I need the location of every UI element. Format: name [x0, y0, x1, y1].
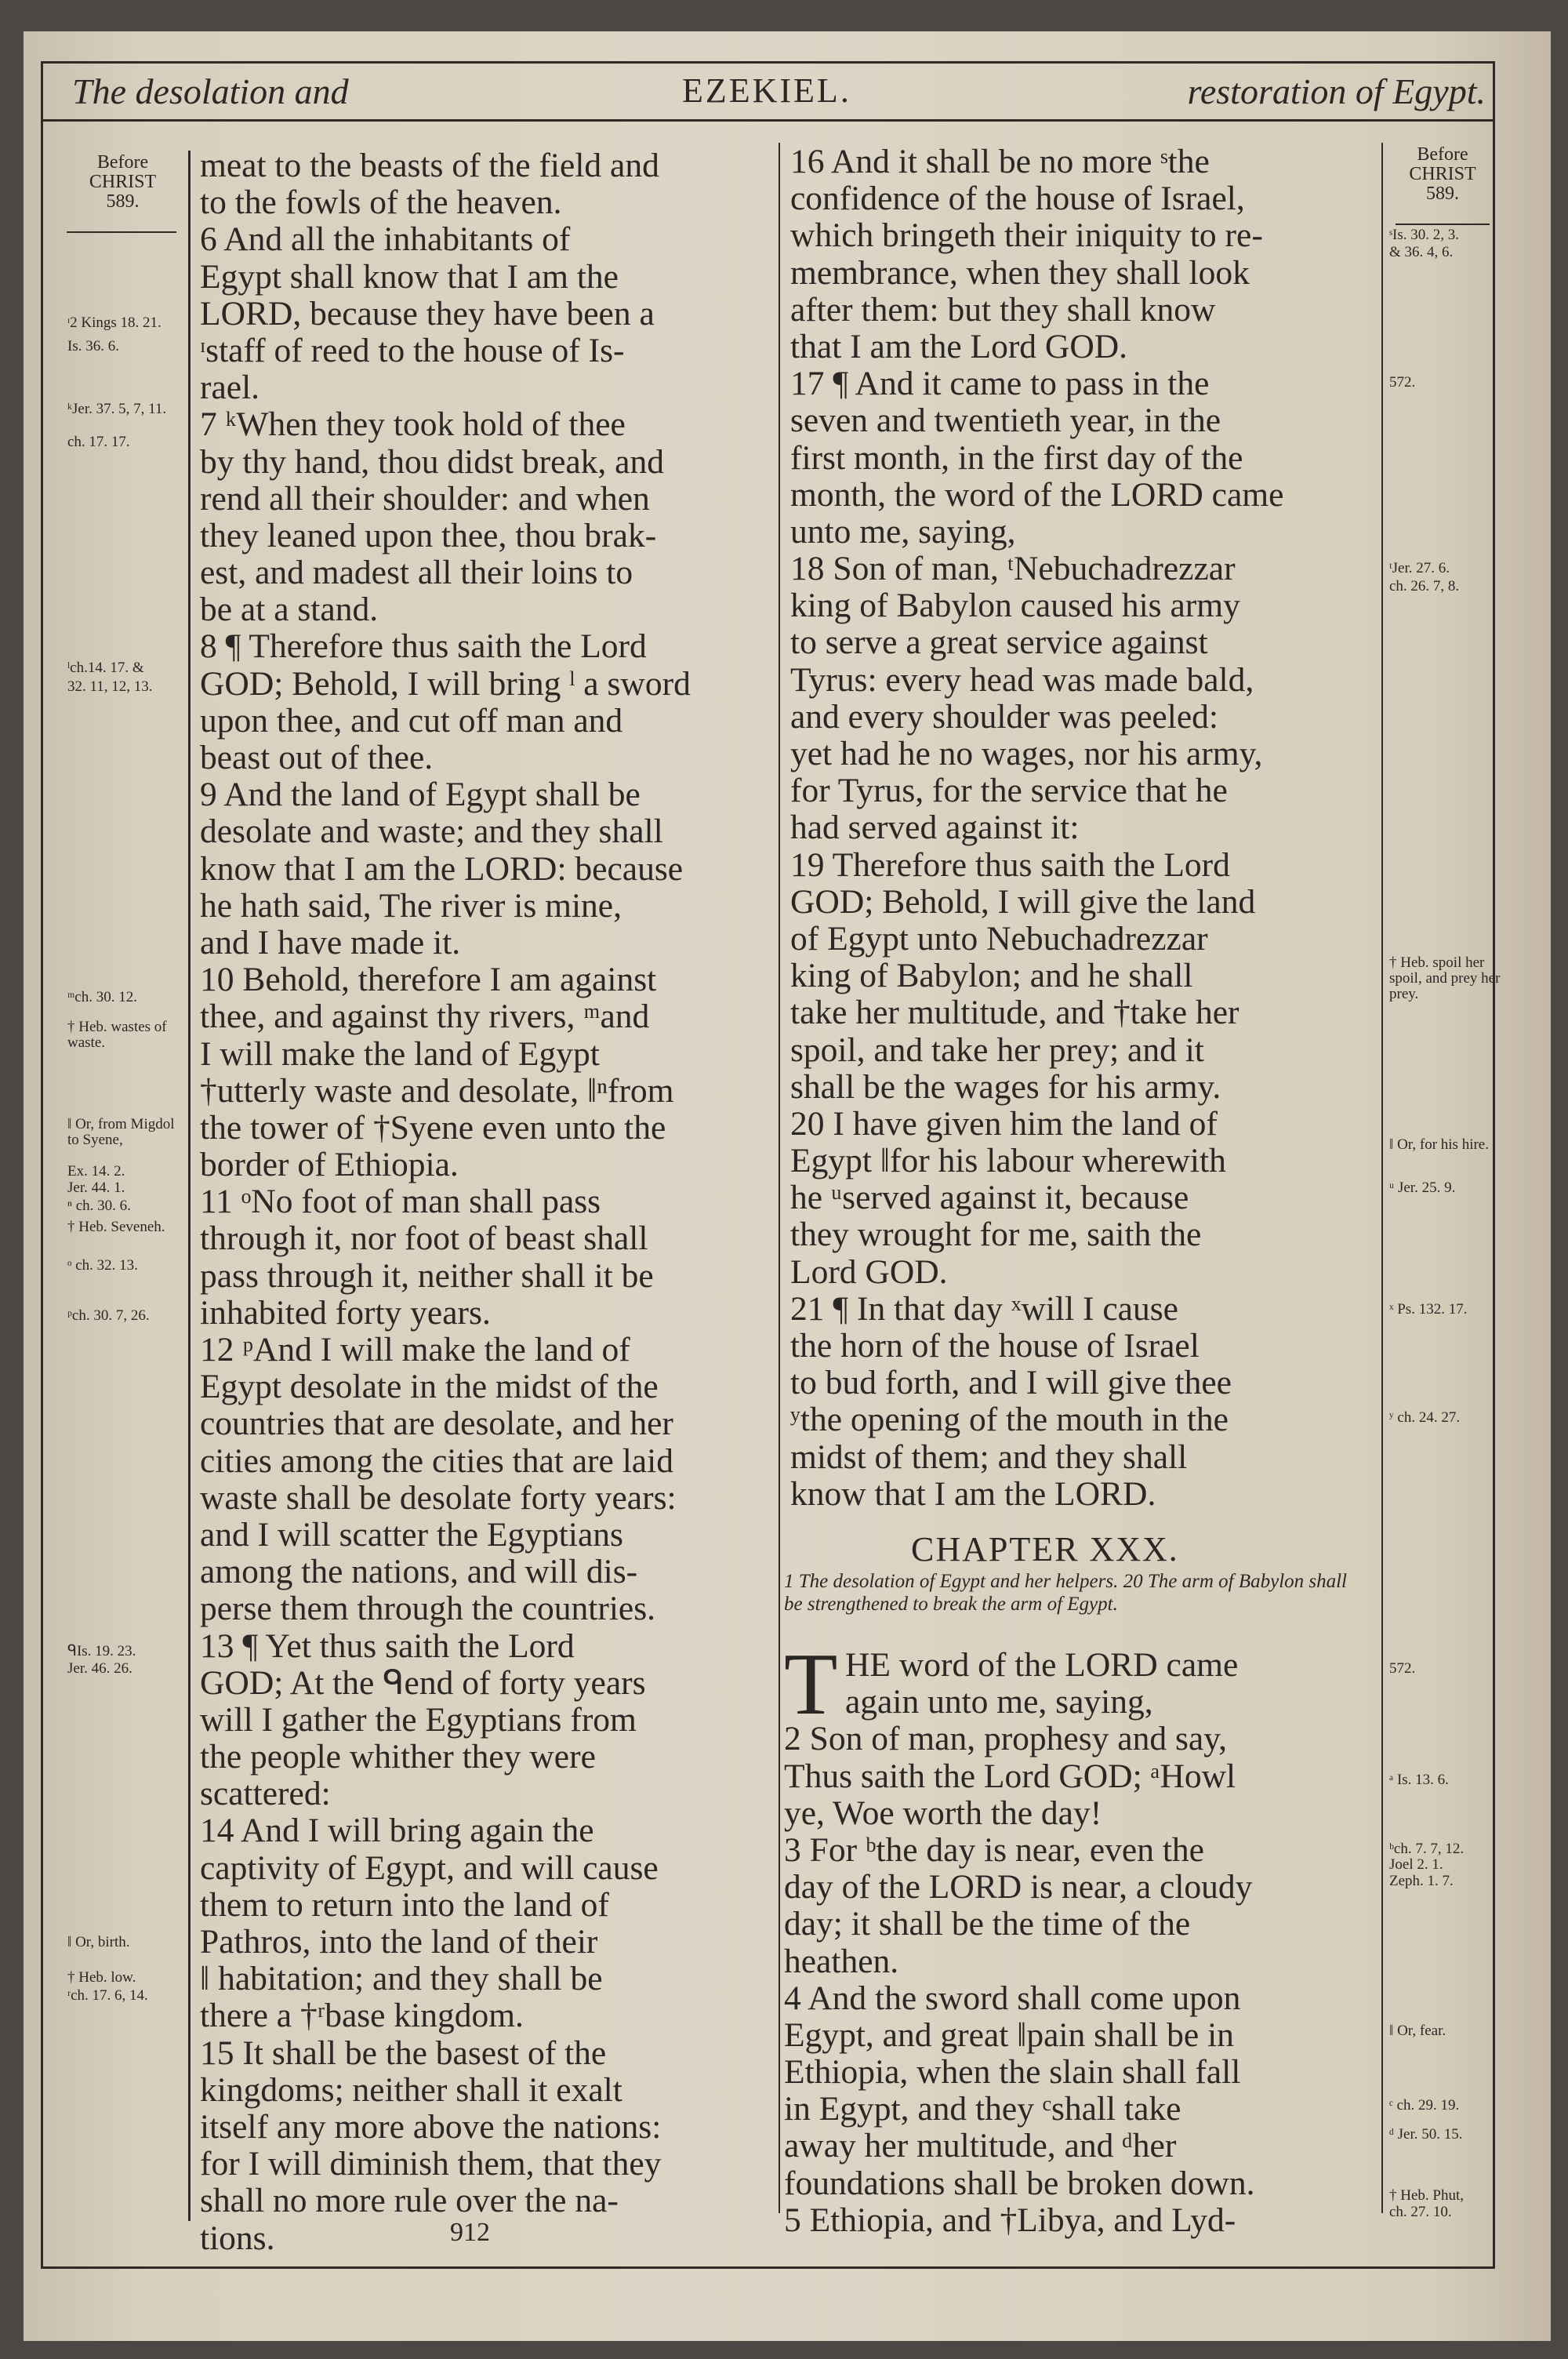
- text-line: Lord GOD.: [790, 1252, 948, 1291]
- text-line: by thy hand, thou didst break, and: [200, 442, 664, 481]
- text-line: that I am the Lord GOD.: [790, 327, 1128, 365]
- margin-note: ᶜ ch. 29. 19.: [1389, 2097, 1460, 2114]
- right-text-column-top: [790, 144, 1367, 1513]
- margin-note: ‖ Or, from Migdol to Syene,: [67, 1116, 175, 1148]
- text-line: itself any more above the nations:: [200, 2107, 662, 2146]
- margin-note: ˢIs. 30. 2, 3.: [1389, 227, 1460, 243]
- text-line: heathen.: [784, 1942, 899, 1980]
- margin-note: ch. 26. 7, 8.: [1389, 578, 1460, 594]
- text-line: midst of them; and they shall: [790, 1438, 1188, 1476]
- text-line: be at a stand.: [200, 591, 379, 629]
- text-line: king of Babylon; and he shall: [790, 957, 1193, 995]
- running-header: [47, 43, 1501, 111]
- text-line: GOD; Behold, I will give the land: [790, 882, 1256, 921]
- text-line: ʸthe opening of the mouth in the: [790, 1401, 1229, 1439]
- margin-note: & 36. 4, 6.: [1389, 244, 1454, 260]
- left-text-column: [200, 147, 764, 2257]
- text-line: 11 ᵒNo foot of man shall pass: [200, 1183, 601, 1221]
- text-line: 2 Son of man, prophesy and say,: [784, 1720, 1228, 1758]
- text-line: upon thee, and cut off man and: [200, 701, 623, 740]
- text-line: Egypt shall know that I am the: [200, 257, 619, 296]
- text-line: 12 ᵖAnd I will make the land of: [200, 1331, 630, 1369]
- text-line: 6 And all the inhabitants of: [200, 220, 571, 259]
- header-left: The desolation and: [72, 71, 349, 111]
- text-line: 3 For ᵇthe day is near, even the: [784, 1830, 1204, 1869]
- margin-note: ᑫIs. 19. 23.: [67, 1643, 136, 1659]
- text-line: Egypt ‖for his labour wherewith: [790, 1142, 1226, 1180]
- date-before: Before: [96, 152, 149, 173]
- text-line: away her multitude, and ᵈher: [784, 2127, 1177, 2165]
- text-line: Egypt, and great ‖pain shall be in: [784, 2016, 1234, 2054]
- right-date-rule: [1396, 224, 1490, 225]
- text-line: they leaned upon thee, thou brak-: [200, 516, 657, 554]
- date-before: Before: [1417, 144, 1468, 165]
- text-line: ᶦstaff of reed to the house of Is-: [200, 331, 625, 369]
- text-line: and I have made it.: [200, 923, 461, 961]
- header-rule: [41, 119, 1495, 122]
- text-line: beast out of thee.: [200, 739, 434, 776]
- text-line: meat to the beasts of the field and: [200, 147, 659, 184]
- text-line: know that I am the LORD.: [790, 1474, 1156, 1513]
- text-line: month, the word of the LORD came: [790, 475, 1284, 514]
- text-line: 14 And I will bring again the: [200, 1812, 594, 1850]
- date-christ: CHRIST: [1409, 164, 1476, 184]
- text-line: foundations shall be broken down.: [784, 2164, 1255, 2202]
- text-line: again unto me, saying,: [845, 1683, 1153, 1721]
- date-year: 589.: [1426, 184, 1459, 204]
- margin-note: ᵒ ch. 32. 13.: [67, 1257, 138, 1274]
- text-line: to bud forth, and I will give thee: [790, 1364, 1232, 1402]
- text-line: day of the LORD is near, a cloudy: [784, 1868, 1253, 1906]
- right-text-column-bottom: [784, 1636, 1360, 2239]
- text-line: king of Babylon caused his army: [790, 587, 1240, 625]
- margin-note: ᵃ Is. 13. 6.: [1389, 1772, 1449, 1788]
- margin-note: ᵇch. 7. 7, 12.: [1389, 1841, 1465, 1857]
- header-right: restoration of Egypt.: [1187, 71, 1486, 111]
- text-line: there a †ʳbase kingdom.: [200, 1997, 524, 2035]
- text-line: and every shoulder was peeled:: [790, 697, 1218, 736]
- margin-note: ᵏJer. 37. 5, 7, 11.: [67, 401, 167, 417]
- text-line: 8 ¶ Therefore thus saith the Lord: [200, 627, 647, 666]
- text-line: GOD; At the ᑫend of forty years: [200, 1663, 646, 1702]
- text-line: †utterly waste and desolate, ‖ⁿfrom: [200, 1071, 674, 1110]
- text-line: after them: but they shall know: [790, 290, 1216, 329]
- text-line: 16 And it shall be no more ˢthe: [790, 143, 1210, 180]
- margin-note: ᵈ Jer. 50. 15.: [1389, 2126, 1463, 2143]
- text-line: of Egypt unto Nebuchadrezzar: [790, 919, 1208, 958]
- text-line: cities among the cities that are laid: [200, 1441, 673, 1480]
- margin-note: ‖ Or, for his hire.: [1389, 1136, 1489, 1153]
- margin-note: ʳch. 17. 6, 14.: [67, 1987, 148, 2004]
- margin-note: Jer. 44. 1.: [67, 1180, 125, 1196]
- center-column-rule: [779, 143, 780, 2213]
- margin-note: 572.: [1389, 1660, 1416, 1677]
- text-line: 19 Therefore thus saith the Lord: [790, 845, 1230, 884]
- margin-note: † Heb. spoil her spoil, and prey her prey.: [1389, 954, 1501, 1002]
- text-line: 18 Son of man, ᵗNebuchadrezzar: [790, 550, 1236, 588]
- text-line: HE word of the LORD came: [845, 1646, 1239, 1684]
- margin-note: † Heb. low.: [67, 1969, 136, 1986]
- text-line: confidence of the house of Israel,: [790, 180, 1245, 218]
- chapter-heading: CHAPTER XXX.: [911, 1530, 1179, 1568]
- margin-note: ch. 27. 10.: [1389, 2204, 1452, 2220]
- text-line: kingdoms; neither shall it exalt: [200, 2070, 622, 2109]
- text-line: ‖ habitation; and they shall be: [200, 1960, 603, 1998]
- header-book-title: EZEKIEL.: [682, 71, 851, 110]
- text-line: 10 Behold, therefore I am against: [200, 961, 657, 999]
- margin-note: ⁿ ch. 30. 6.: [67, 1198, 131, 1214]
- text-line: GOD; Behold, I will bring ˡ a sword: [200, 664, 691, 703]
- margin-note: † Heb. Seveneh.: [67, 1219, 165, 1235]
- text-line: border of Ethiopia.: [200, 1146, 459, 1184]
- margin-note: ᵘ Jer. 25. 9.: [1389, 1180, 1456, 1196]
- text-line: scattered:: [200, 1775, 331, 1813]
- text-line: Pathros, into the land of their: [200, 1923, 598, 1961]
- text-line: which bringeth their iniquity to re-: [790, 216, 1263, 255]
- text-line: countries that are desolate, and her: [200, 1405, 673, 1443]
- text-line: inhabited forty years.: [200, 1293, 491, 1332]
- text-line: 5 Ethiopia, and †Libya, and Lyd-: [784, 2201, 1236, 2239]
- margin-note: ᶦ2 Kings 18. 21.: [67, 314, 162, 331]
- text-line: Egypt desolate in the midst of the: [200, 1368, 659, 1406]
- margin-note: ˡch.14. 17. &: [67, 660, 144, 676]
- text-line: for Tyrus, for the service that he: [790, 772, 1228, 810]
- margin-note: ᵖch. 30. 7, 26.: [67, 1307, 150, 1324]
- text-line: waste shall be desolate forty years:: [200, 1478, 677, 1517]
- text-line: know that I am the LORD: because: [200, 849, 684, 888]
- text-line: Tyrus: every head was made bald,: [790, 660, 1254, 699]
- margin-note: ch. 17. 17.: [67, 434, 130, 450]
- margin-note: Jer. 46. 26.: [67, 1660, 132, 1677]
- margin-note: † Heb. wastes of waste.: [67, 1019, 167, 1051]
- text-line: thee, and against thy rivers, ᵐand: [200, 998, 650, 1036]
- right-date-marker: [1388, 145, 1497, 204]
- text-line: seven and twentieth year, in the: [790, 402, 1221, 440]
- margin-note: Zeph. 1. 7.: [1389, 1873, 1454, 1889]
- text-line: will I gather the Egyptians from: [200, 1700, 637, 1739]
- text-line: and I will scatter the Egyptians: [200, 1515, 623, 1554]
- margin-note: 32. 11, 12, 13.: [67, 678, 153, 695]
- text-line: ye, Woe worth the day!: [784, 1794, 1102, 1832]
- text-line: shall be the wages for his army.: [790, 1067, 1221, 1106]
- margin-note: ˣ Ps. 132. 17.: [1389, 1301, 1468, 1318]
- text-line: I will make the land of Egypt: [200, 1034, 600, 1073]
- text-line: among the nations, and will dis-: [200, 1553, 638, 1591]
- text-line: for I will diminish them, that they: [200, 2145, 662, 2183]
- text-line: perse them through the countries.: [200, 1590, 656, 1628]
- text-line: the horn of the house of Israel: [790, 1327, 1200, 1365]
- text-line: the people whither they were: [200, 1738, 596, 1776]
- text-line: the tower of †Syene even unto the: [200, 1108, 666, 1147]
- drop-cap: T: [784, 1636, 838, 1733]
- text-line: desolate and waste; and they shall: [200, 812, 663, 851]
- margin-note: ᵗJer. 27. 6.: [1389, 560, 1450, 576]
- left-date-marker: [66, 153, 180, 212]
- text-line: 9 And the land of Egypt shall be: [200, 776, 641, 814]
- text-line: LORD, because they have been a: [200, 294, 655, 333]
- text-line: est, and madest all their loins to: [200, 554, 633, 592]
- margin-note: ʸ ch. 24. 27.: [1389, 1409, 1461, 1426]
- margin-note: ‖ Or, birth.: [67, 1934, 130, 1950]
- text-line: Ethiopia, when the slain shall fall: [784, 2053, 1241, 2092]
- text-line: them to return into the land of: [200, 1885, 609, 1924]
- text-line: tions.: [200, 2219, 275, 2257]
- date-year: 589.: [106, 191, 140, 212]
- left-date-rule: [67, 231, 176, 233]
- text-line: first month, in the first day of the: [790, 438, 1243, 477]
- margin-note: Joel 2. 1.: [1389, 1856, 1443, 1873]
- chapter-summary: 1 The desolation of Egypt and her helpers. 20 The arm of Babylon shall be strengthened to break the arm of Egypt.: [784, 1571, 1348, 1615]
- text-line: spoil, and take her prey; and it: [790, 1030, 1204, 1069]
- margin-note: ᵐch. 30. 12.: [67, 989, 137, 1005]
- text-line: 21 ¶ In that day ˣwill I cause: [790, 1289, 1178, 1328]
- text-line: day; it shall be the time of the: [784, 1905, 1191, 1943]
- text-line: Thus saith the Lord GOD; ᵃHowl: [784, 1757, 1236, 1795]
- page-number: 912: [450, 2218, 490, 2247]
- text-line: 4 And the sword shall come upon: [784, 1979, 1241, 2017]
- text-line: had served against it:: [790, 809, 1080, 847]
- text-line: he ᵘserved against it, because: [790, 1179, 1189, 1217]
- text-line: rael.: [200, 369, 260, 407]
- right-column-rule: [1381, 143, 1383, 2213]
- margin-note: Ex. 14. 2.: [67, 1163, 125, 1180]
- margin-note: ‖ Or, fear.: [1389, 2023, 1446, 2039]
- text-line: unto me, saying,: [790, 512, 1016, 551]
- margin-note: † Heb. Phut,: [1389, 2187, 1464, 2204]
- text-line: captivity of Egypt, and will cause: [200, 1848, 659, 1887]
- text-line: 17 ¶ And it came to pass in the: [790, 365, 1210, 403]
- text-line: 7 ᵏWhen they took hold of thee: [200, 405, 626, 444]
- text-line: to the fowls of the heaven.: [200, 184, 562, 222]
- text-line: rend all their shoulder: and when: [200, 479, 650, 518]
- text-line: yet had he no wages, nor his army,: [790, 735, 1263, 772]
- left-column-rule: [188, 151, 191, 2221]
- text-line: to serve a great service against: [790, 623, 1208, 662]
- text-line: they wrought for me, saith the: [790, 1216, 1202, 1254]
- text-line: 13 ¶ Yet thus saith the Lord: [200, 1627, 575, 1665]
- text-line: through it, nor foot of beast shall: [200, 1219, 648, 1258]
- margin-note: 572.: [1389, 374, 1416, 391]
- text-line: shall no more rule over the na-: [200, 2182, 619, 2220]
- text-line: pass through it, neither shall it be: [200, 1256, 654, 1295]
- margin-note: Is. 36. 6.: [67, 338, 119, 354]
- text-line: membrance, when they shall look: [790, 253, 1250, 292]
- text-line: in Egypt, and they ᶜshall take: [784, 2090, 1181, 2128]
- text-line: 15 It shall be the basest of the: [200, 2034, 607, 2072]
- text-line: he hath said, The river is mine,: [200, 886, 622, 925]
- text-line: 20 I have given him the land of: [790, 1104, 1218, 1143]
- text-line: take her multitude, and †take her: [790, 994, 1240, 1032]
- date-christ: CHRIST: [89, 172, 157, 192]
